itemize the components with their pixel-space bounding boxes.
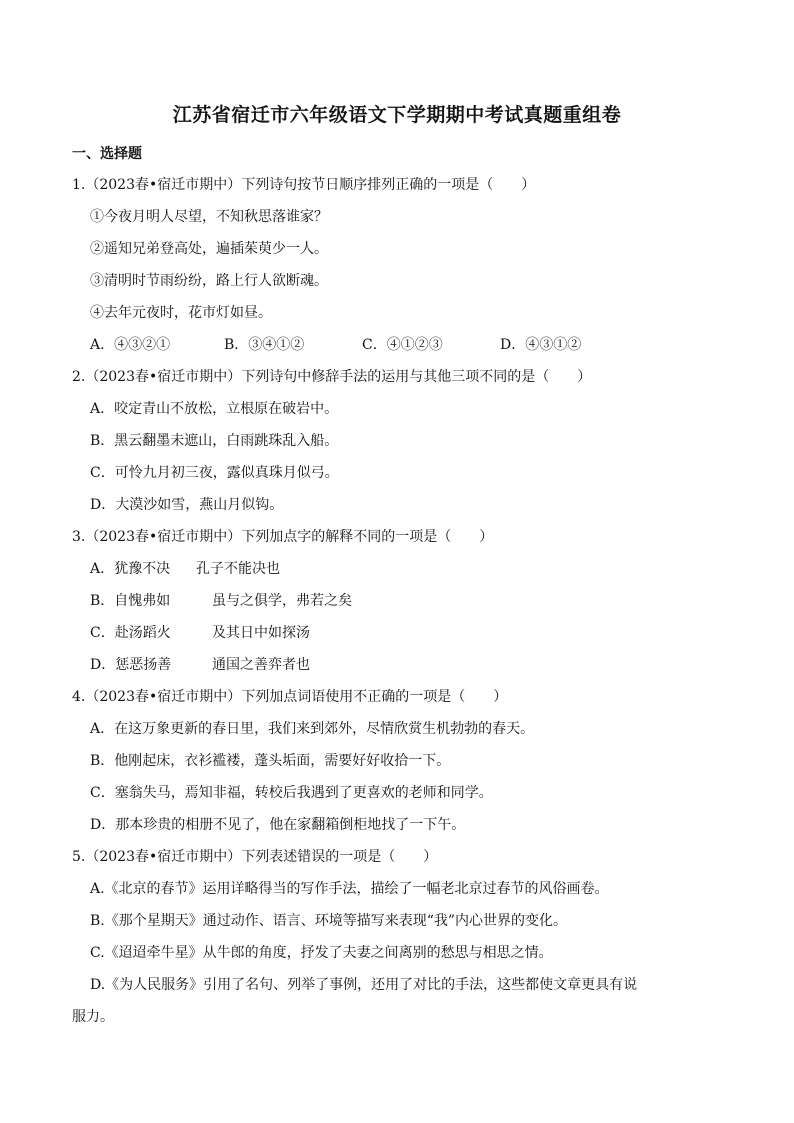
question-3-option-d-pair: 通国之善弈者也 [212,657,310,673]
question-3-option-a-label: A．犹豫不决 [90,561,171,577]
question-1-option-c: C．④①②③ [362,337,443,353]
question-1-line-4: ④去年元夜时，花市灯如昼。 [90,305,272,321]
question-5-stem: 5.（2023春•宿迁市期中）下列表述错误的一项是（ ） [72,849,438,865]
question-3-option-b [90,591,352,611]
question-1-options [90,335,581,355]
question-2-stem: 2.（2023春•宿迁市期中）下列诗句中修辞手法的运用与其他三项不同的是（ ） [72,369,592,385]
section-heading: 一、选择题 [72,146,142,162]
question-1-line-2: ②遥知兄弟登高处，遍插茱萸少一人。 [90,241,328,257]
question-2-option-d: D．大漠沙如雪，燕山月似钩。 [90,497,284,513]
question-3-option-c-label: C．赴汤蹈火 [90,625,171,641]
question-1-stem: 1.（2023春•宿迁市期中）下列诗句按节日顺序排列正确的一项是（ ） [72,177,536,193]
question-3-stem: 3.（2023春•宿迁市期中）下列加点字的解释不同的一项是（ ） [72,529,494,545]
question-3-option-d [90,655,310,675]
question-4-option-d: D．那本珍贵的相册不见了，他在家翻箱倒柜地找了一下午。 [90,817,466,833]
question-5-option-b: B.《那个星期天》通过动作、语言、环境等描写来表现“我”内心世界的变化。 [90,913,568,929]
question-2-option-b: B．黑云翻墨未遮山，白雨跳珠乱入船。 [90,433,339,449]
question-4-stem: 4.（2023春•宿迁市期中）下列加点词语使用不正确的一项是（ ） [72,689,508,705]
question-3-option-b-pair: 虽与之俱学，弗若之矣 [212,593,352,609]
question-3-option-b-label: B．自愧弗如 [90,593,171,609]
question-3-option-d-label: D．惩恶扬善 [90,657,172,673]
question-1-line-3: ③清明时节雨纷纷，路上行人欲断魂。 [90,273,328,289]
question-4-option-c: C．塞翁失马，焉知非福，转校后我遇到了更喜欢的老师和同学。 [90,785,493,801]
question-5-option-d: D.《为人民服务》引用了名句、列举了事例，还用了对比的手法，这些都使文章更具有说 [90,977,638,993]
question-1-option-d: D．④③①② [500,337,582,353]
question-4-option-a: A．在这万象更新的春日里，我们来到郊外，尽情欣赏生机勃勃的春天。 [90,721,535,737]
question-5-option-d-continued: 服力。 [72,1009,114,1025]
question-3-option-a [90,559,280,579]
question-2-option-c: C．可怜九月初三夜，露似真珠月似弓。 [90,465,339,481]
question-3-option-c-pair: 及其日中如探汤 [212,625,310,641]
question-3-option-a-pair: 孔子不能决也 [196,561,280,577]
question-2-option-a: A．咬定青山不放松，立根原在破岩中。 [90,401,339,417]
page-title: 江苏省宿迁市六年级语文下学期期中考试真题重组卷 [172,104,622,126]
question-5-option-a: A.《北京的春节》运用详略得当的写作手法，描绘了一幅老北京过春节的风俗画卷。 [90,881,609,897]
question-1-option-a: A．④③②① [90,337,171,353]
question-3-option-c [90,623,310,643]
question-5-option-c: C.《迢迢牵牛星》从牛郎的角度，抒发了夫妻之间离别的愁思与相思之情。 [90,945,553,961]
question-1-line-1: ①今夜月明人尽望，不知秋思落谁家？ [90,209,328,225]
question-1-option-b: B．③④①② [224,337,305,353]
question-4-option-b: B．他刚起床，衣衫褴褛，蓬头垢面，需要好好收拾一下。 [90,753,451,769]
